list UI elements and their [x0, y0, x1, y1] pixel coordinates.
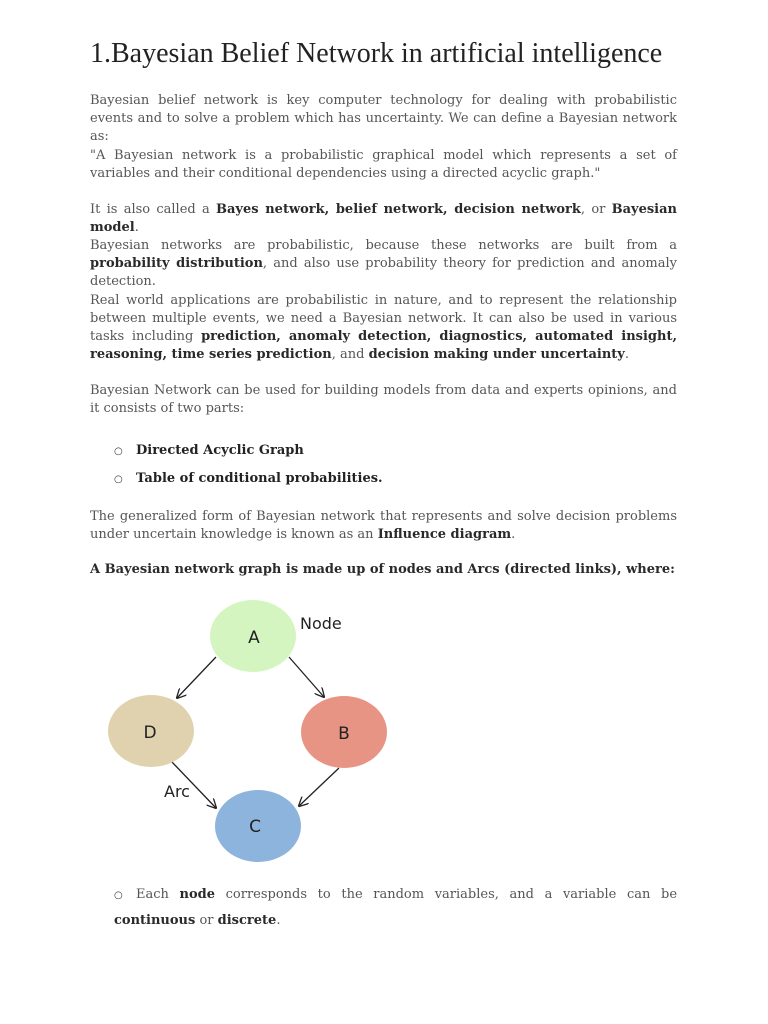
- node-b-label: B: [338, 724, 350, 744]
- text-span: It is also called a: [90, 202, 217, 217]
- arc-b-to-c: [299, 768, 339, 806]
- parts-intro-paragraph: Bayesian Network can be used for building models from data and experts opinions, and it consists of two parts:: [90, 383, 677, 416]
- bayesian-network-diagram: [0, 590, 768, 870]
- list-item: [114, 470, 383, 489]
- bold-text: continuous: [114, 913, 196, 928]
- text-span: , and also use probability theory for prediction and anomaly detection.: [90, 256, 677, 289]
- node-d-label: D: [143, 723, 157, 743]
- bullet-circle-icon: ○: [114, 446, 123, 457]
- bold-text: node: [179, 887, 216, 902]
- text-span: Each: [136, 887, 180, 902]
- bold-text: Influence diagram: [377, 527, 512, 542]
- text-span: Bayesian networks are probabilistic, because these networks are built from a: [90, 238, 677, 253]
- list-item: [114, 882, 677, 933]
- bullet-circle-icon: ○: [114, 474, 123, 485]
- bold-text: discrete: [217, 913, 277, 928]
- probabilistic-paragraph: [90, 237, 677, 291]
- text-span: , or: [580, 202, 612, 217]
- text-span: corresponds to the random variables, and a variable can be: [215, 887, 678, 902]
- definition-quote: "A Bayesian network is a probabilistic graphical model which represents a set of variables and their conditional dependencies using a directed acyclic graph.": [90, 148, 677, 181]
- bold-text: Bayesian model: [90, 202, 677, 235]
- list-item-label: Table of conditional probabilities.: [136, 471, 383, 486]
- text-span: .: [624, 347, 629, 362]
- text-span: .: [134, 220, 139, 235]
- node-a-label: A: [248, 628, 260, 648]
- node-c-label: C: [249, 817, 261, 837]
- bold-text: decision making under uncertainty: [368, 347, 625, 362]
- list-item-label: Directed Acyclic Graph: [136, 443, 304, 458]
- applications-paragraph: [90, 292, 677, 364]
- text-span: .: [511, 527, 516, 542]
- bold-text: prediction, anomaly detection, diagnostics, automated insight, reasoning, time series prediction: [90, 329, 677, 362]
- graph-heading: A Bayesian network graph is made up of nodes and Arcs (directed links), where:: [90, 562, 675, 577]
- arc-a-to-b: [289, 657, 324, 697]
- node-annotation: Node: [300, 614, 342, 633]
- influence-paragraph: [90, 508, 677, 544]
- intro-paragraph: Bayesian belief network is key computer technology for dealing with probabilistic events and to solve a problem which has uncertainty. We can define a Bayesian network as:: [90, 93, 677, 144]
- text-span: , and: [331, 347, 369, 362]
- arc-annotation: Arc: [164, 782, 190, 801]
- arc-a-to-d: [177, 657, 216, 698]
- bold-text: Bayes network, belief network, decision network: [216, 202, 581, 217]
- bullet-circle-icon: ○: [114, 890, 123, 901]
- text-span: or: [195, 913, 218, 928]
- text-span: The generalized form of Bayesian network that represents and solve decision problems under uncertain knowledge is known as an: [90, 509, 677, 542]
- list-item: [114, 442, 304, 461]
- text-span: .: [276, 913, 281, 928]
- text-span: Real world applications are probabilistic in nature, and to represent the relationship between multiple events, we need a Bayesian network. It can also be used in various tasks including: [90, 293, 677, 344]
- alias-paragraph: [90, 201, 677, 237]
- bold-text: probability distribution: [90, 256, 263, 271]
- page-title: 1.Bayesian Belief Network in artificial intelligence: [90, 38, 663, 69]
